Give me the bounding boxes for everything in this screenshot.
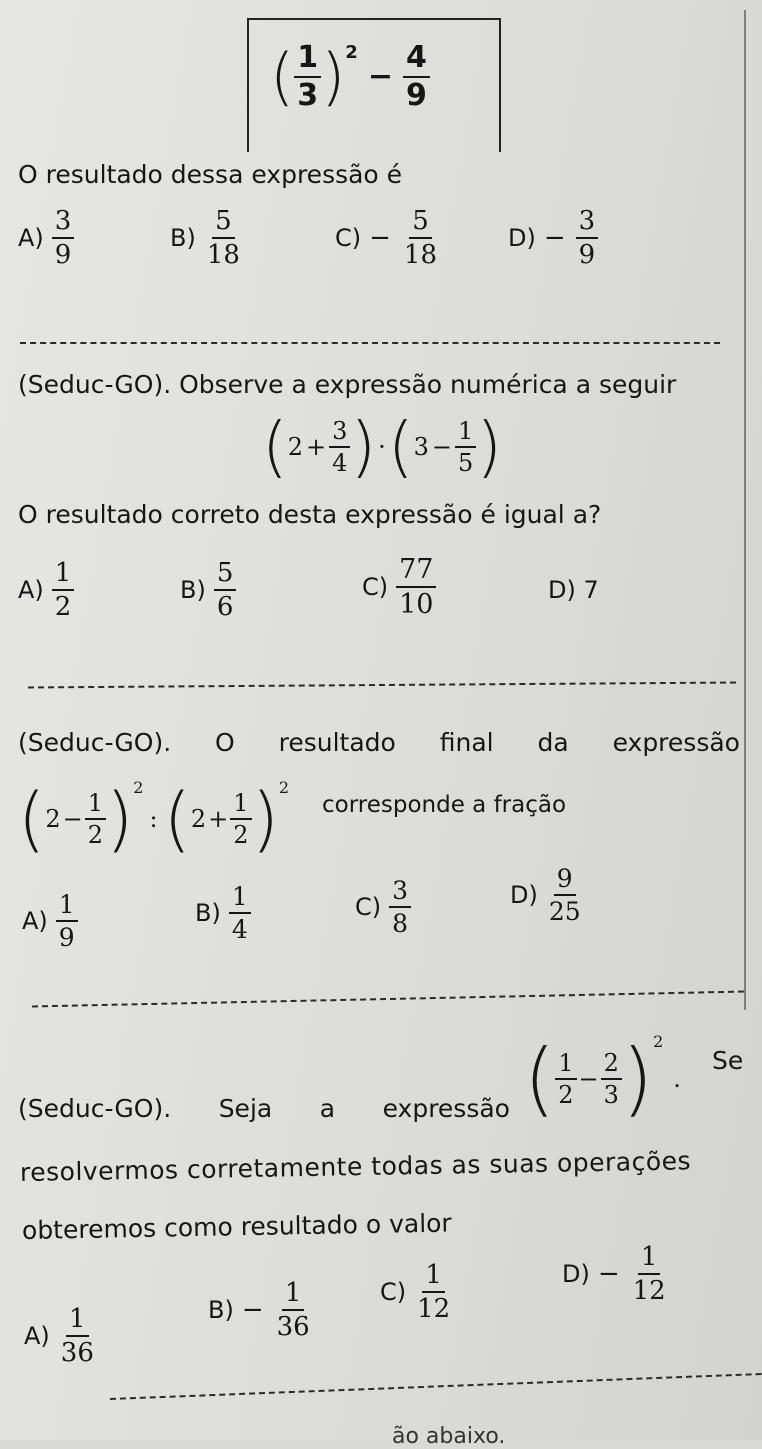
q4-exponent: 2 (653, 1032, 664, 1051)
option-label: D) (510, 881, 538, 909)
q1-second-fraction (403, 39, 430, 113)
q2-first-numerator: 3 (329, 419, 350, 448)
q4-a-numerator: 1 (555, 1051, 576, 1080)
intro-word: resultado (278, 728, 396, 757)
q3-option-b[interactable] (195, 884, 251, 942)
option-numerator: 1 (66, 1306, 89, 1337)
option-fraction (52, 208, 75, 268)
q2-second-operator: − (431, 432, 452, 461)
option-numerator: 9 (554, 866, 576, 896)
q2-second-integer: 3 (413, 432, 429, 461)
q4-intro (18, 1094, 510, 1123)
option-fraction (401, 208, 440, 268)
q4-line2: resolvermos corretamente todas as suas operações (19, 1146, 692, 1187)
q2-prompt: O resultado correto desta expressão é igual a? (18, 500, 602, 529)
option-minus-sign: − (241, 1295, 264, 1325)
option-label: C) (355, 893, 382, 921)
option-label: D) (548, 576, 576, 604)
q3-intro (18, 728, 740, 757)
q3-b-denominator: 2 (233, 821, 249, 849)
option-denominator: 10 (399, 589, 434, 620)
q1-prompt: O resultado dessa expressão é (18, 160, 403, 189)
q4-option-d[interactable] (562, 1244, 669, 1304)
q3-b-exponent: 2 (278, 778, 290, 797)
option-label: B) (170, 224, 196, 252)
q2-option-a[interactable] (18, 560, 74, 620)
option-fraction (204, 208, 243, 268)
option-fraction (576, 208, 599, 268)
option-denominator: 9 (58, 923, 75, 952)
q4-line3: obteremos como resultado o valor (21, 1208, 452, 1245)
separator-1 (20, 342, 720, 344)
option-minus-sign: − (543, 223, 566, 253)
q4-option-a[interactable] (24, 1306, 97, 1366)
q2-option-b[interactable] (180, 560, 236, 620)
q2-option-d[interactable] (548, 576, 599, 604)
option-numerator: 1 (422, 1262, 445, 1293)
q3-divide: : (149, 805, 158, 833)
q2-first-denominator: 4 (332, 448, 348, 477)
q4-b-numerator: 2 (601, 1051, 622, 1080)
q1-option-b[interactable] (170, 208, 243, 268)
option-denominator: 4 (231, 915, 248, 944)
option-label: A) (24, 1322, 50, 1350)
option-numerator: 5 (212, 208, 235, 239)
q4-expression: ( $\frac{1}{2}$ − $\frac{2}{3}$ ) $^2$ . (524, 1032, 681, 1125)
option-fraction (414, 1262, 453, 1322)
option-fraction (58, 1306, 97, 1366)
option-value: 7 (583, 576, 599, 604)
intro-word: final (439, 728, 494, 757)
option-numerator: 1 (638, 1244, 661, 1275)
q3-a-numerator: 1 (85, 791, 106, 820)
q3-option-a[interactable] (22, 892, 78, 950)
option-numerator: 3 (576, 208, 599, 239)
option-denominator: 6 (216, 592, 234, 622)
q3-a-fraction (85, 791, 106, 847)
option-fraction (389, 878, 411, 936)
separator-4 (110, 1373, 762, 1400)
option-minus-sign: − (369, 223, 391, 253)
q1-second-numerator: 4 (403, 43, 430, 78)
option-denominator: 8 (392, 909, 409, 938)
option-label: A) (18, 224, 44, 252)
q4-operator: − (578, 1064, 599, 1093)
option-numerator: 1 (282, 1280, 305, 1311)
q1-exponent: 2 (345, 42, 358, 63)
option-fraction (229, 884, 251, 942)
q3-option-c[interactable] (355, 878, 411, 936)
intro-word: O (215, 728, 235, 757)
option-label: B) (208, 1296, 234, 1324)
page-right-edge (744, 10, 746, 1010)
q3-b-operator: + (208, 805, 229, 833)
intro-word: a (319, 1094, 336, 1123)
option-fraction (546, 866, 584, 924)
intro-word: expressão (612, 728, 740, 757)
option-fraction (630, 1244, 669, 1304)
separator-2 (28, 682, 736, 689)
option-label: B) (195, 899, 221, 927)
q1-second-denominator: 9 (405, 77, 427, 113)
q2-first-integer: 2 (287, 432, 304, 461)
option-label: C) (362, 573, 389, 601)
option-denominator: 9 (54, 240, 72, 270)
footer-fragment: ão abaixo. (392, 1424, 506, 1449)
q3-suffix: corresponde a fração (322, 792, 567, 818)
q1-operator: − (367, 59, 393, 94)
q4-a-fraction (555, 1048, 576, 1109)
q4-period: . (673, 1064, 681, 1093)
option-numerator: 1 (56, 892, 78, 922)
q3-a-integer: 2 (45, 805, 61, 833)
q2-first-fraction (329, 416, 350, 477)
option-label: D) (562, 1260, 590, 1288)
option-numerator: 3 (389, 878, 411, 908)
option-denominator: 25 (548, 897, 581, 926)
option-fraction (214, 560, 237, 620)
q1-option-d[interactable] (508, 208, 598, 268)
option-numerator: 5 (214, 560, 237, 591)
intro-word: (Seduc-GO). (18, 1094, 172, 1123)
q3-expression: ( 2 − $\frac{1}{2}$ ) $^2$ : ( 2 + $\frac{1}{2}$ ) $^2$ (18, 778, 290, 860)
intro-word: (Seduc-GO). (18, 728, 172, 757)
q3-b-numerator: 1 (230, 791, 251, 820)
q3-b-integer: 2 (190, 805, 207, 833)
option-minus-sign: − (597, 1259, 620, 1289)
q2-expression: ( 2 + $\frac{3}{4}$ ) · ( 3 − $\frac{1}{5}$ ) (262, 408, 502, 485)
q2-second-fraction (455, 416, 476, 477)
q1-base-fraction (294, 39, 321, 113)
option-fraction (396, 556, 436, 618)
intro-word: Seja (218, 1094, 273, 1123)
separator-3 (32, 991, 744, 1008)
q4-b-fraction (601, 1048, 622, 1109)
option-denominator: 18 (403, 240, 438, 270)
q3-b-fraction (230, 791, 251, 847)
option-denominator: 36 (60, 1338, 94, 1368)
option-denominator: 18 (206, 240, 240, 270)
q1-base-numerator: 1 (294, 43, 321, 78)
q3-option-d[interactable] (510, 866, 584, 924)
option-fraction (52, 560, 75, 620)
q4-b-denominator: 3 (603, 1080, 619, 1109)
option-label: C) (380, 1278, 407, 1306)
option-numerator: 77 (396, 556, 436, 588)
option-label: C) (335, 224, 362, 252)
q4-a-denominator: 2 (558, 1080, 574, 1109)
q2-first-operator: + (306, 432, 327, 461)
intro-word: da (537, 728, 569, 757)
q2-second-denominator: 5 (457, 448, 474, 477)
option-numerator: 3 (52, 208, 75, 239)
q3-a-operator: − (62, 805, 83, 833)
q2-option-c[interactable] (362, 556, 436, 618)
q3-a-denominator: 2 (87, 821, 103, 849)
q4-se: Se (712, 1046, 744, 1075)
q1-expression: ( $\frac{1}{3}$ ) $^2$ − $\frac{4}{9}$ (270, 40, 430, 113)
option-label: D) (508, 224, 536, 252)
q2-second-numerator: 1 (455, 419, 476, 448)
q1-box-top-edge (247, 18, 499, 20)
q1-option-a[interactable] (18, 208, 74, 268)
option-numerator: 5 (409, 208, 432, 239)
q4-option-b[interactable] (208, 1280, 313, 1340)
option-denominator: 36 (276, 1312, 310, 1342)
option-label: A) (18, 576, 44, 604)
q4-option-c[interactable] (380, 1262, 453, 1322)
q1-base-denominator: 3 (297, 77, 319, 113)
option-numerator: 1 (229, 884, 251, 914)
q2-intro: (Seduc-GO). Observe a expressão numérica a seguir (18, 370, 677, 399)
q3-a-exponent: 2 (133, 778, 144, 797)
option-denominator: 12 (632, 1276, 666, 1306)
option-label: B) (180, 576, 206, 604)
intro-word: expressão (382, 1094, 510, 1123)
option-numerator: 1 (52, 560, 75, 591)
option-denominator: 12 (417, 1294, 451, 1324)
option-fraction (56, 892, 78, 950)
q2-times: · (378, 432, 386, 461)
option-fraction (274, 1280, 313, 1340)
option-label: A) (22, 907, 48, 935)
q1-option-c[interactable] (335, 208, 440, 268)
option-denominator: 2 (54, 592, 72, 622)
option-denominator: 9 (578, 240, 596, 270)
